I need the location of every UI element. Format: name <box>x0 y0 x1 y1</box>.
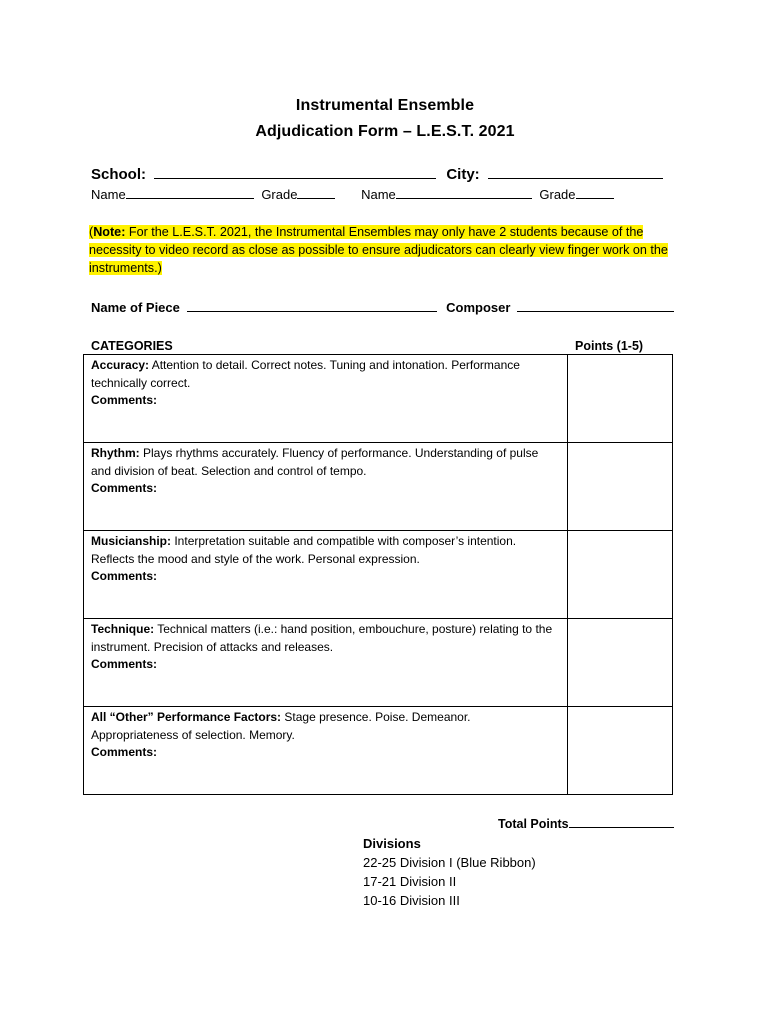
composer-label: Composer <box>446 300 511 315</box>
category-description: Interpretation suitable and compatible with composer’s intention. Reflects the mood and style of the work. Personal expression. <box>91 534 517 566</box>
comments-label: Comments: <box>91 657 158 671</box>
divisions-header: Divisions <box>363 836 421 851</box>
category-cell <box>84 619 568 707</box>
category-name: Technique: <box>91 622 155 636</box>
comments-label: Comments: <box>91 481 158 495</box>
categories-table <box>83 354 673 795</box>
grade2-label: Grade <box>539 187 576 202</box>
note-open-paren: ( <box>89 225 94 239</box>
category-name: Musicianship: <box>91 534 172 548</box>
name1-label: Name <box>91 187 126 202</box>
categories-header: CATEGORIES <box>91 339 173 353</box>
category-name: Accuracy: <box>91 358 150 372</box>
points-cell[interactable] <box>568 443 673 531</box>
total-points-blank[interactable] <box>569 816 674 828</box>
points-header: Points (1-5) <box>575 339 644 353</box>
table-row <box>84 443 673 531</box>
category-description: Technical matters (i.e.: hand position, embouchure, posture) relating to the instrument. Precision of attacks and releases. <box>91 622 553 654</box>
note-paragraph <box>89 223 673 277</box>
category-cell <box>84 531 568 619</box>
points-cell[interactable] <box>568 355 673 443</box>
grade2-blank[interactable] <box>576 187 614 199</box>
category-description: Plays rhythms accurately. Fluency of performance. Understanding of pulse and division of beat. Selection and control of tempo. <box>91 446 539 478</box>
student-names-row <box>91 187 614 202</box>
composer-blank[interactable] <box>517 300 674 312</box>
name1-blank[interactable] <box>126 187 254 199</box>
category-name: All “Other” Performance Factors: <box>91 710 282 724</box>
note-bold-label: Note: <box>93 225 126 239</box>
table-row <box>84 619 673 707</box>
category-cell <box>84 355 568 443</box>
table-row <box>84 531 673 619</box>
city-label: City: <box>446 166 480 183</box>
school-label: School: <box>91 166 146 183</box>
form-title-line2: Adjudication Form – L.E.S.T. 2021 <box>255 123 515 140</box>
city-blank[interactable] <box>488 166 663 179</box>
category-cell <box>84 443 568 531</box>
grade1-blank[interactable] <box>297 187 335 199</box>
category-cell <box>84 707 568 795</box>
comments-label: Comments: <box>91 745 158 759</box>
note-text: For the L.E.S.T. 2021, the Instrumental Ensembles may only have 2 students because of the necessity to video record as close as possible to ensure adjudicators can clearly view finger work on the instruments.) <box>89 225 668 275</box>
total-points-label: Total Points <box>498 817 569 831</box>
comments-label: Comments: <box>91 393 158 407</box>
grade1-label: Grade <box>261 187 298 202</box>
division-item: 10-16 Division III <box>363 893 460 908</box>
category-description: Stage presence. Poise. Demeanor. Appropriateness of selection. Memory. <box>91 710 471 742</box>
points-cell[interactable] <box>568 619 673 707</box>
category-description: Attention to detail. Correct notes. Tuning and intonation. Performance technically correct. <box>91 358 520 390</box>
piece-composer-row <box>91 300 674 315</box>
school-blank[interactable] <box>154 166 436 179</box>
piece-blank[interactable] <box>187 300 437 312</box>
table-row <box>84 707 673 795</box>
school-city-row <box>91 166 663 183</box>
points-cell[interactable] <box>568 707 673 795</box>
table-row <box>84 355 673 443</box>
comments-label: Comments: <box>91 569 158 583</box>
division-item: 22-25 Division I (Blue Ribbon) <box>363 855 536 870</box>
name2-label: Name <box>361 187 396 202</box>
divisions-block <box>363 834 536 910</box>
category-name: Rhythm: <box>91 446 140 460</box>
division-item: 17-21 Division II <box>363 874 457 889</box>
points-cell[interactable] <box>568 531 673 619</box>
form-title-line1: Instrumental Ensemble <box>295 97 475 114</box>
piece-label: Name of Piece <box>91 300 180 315</box>
name2-blank[interactable] <box>396 187 532 199</box>
total-points-row <box>498 816 674 831</box>
